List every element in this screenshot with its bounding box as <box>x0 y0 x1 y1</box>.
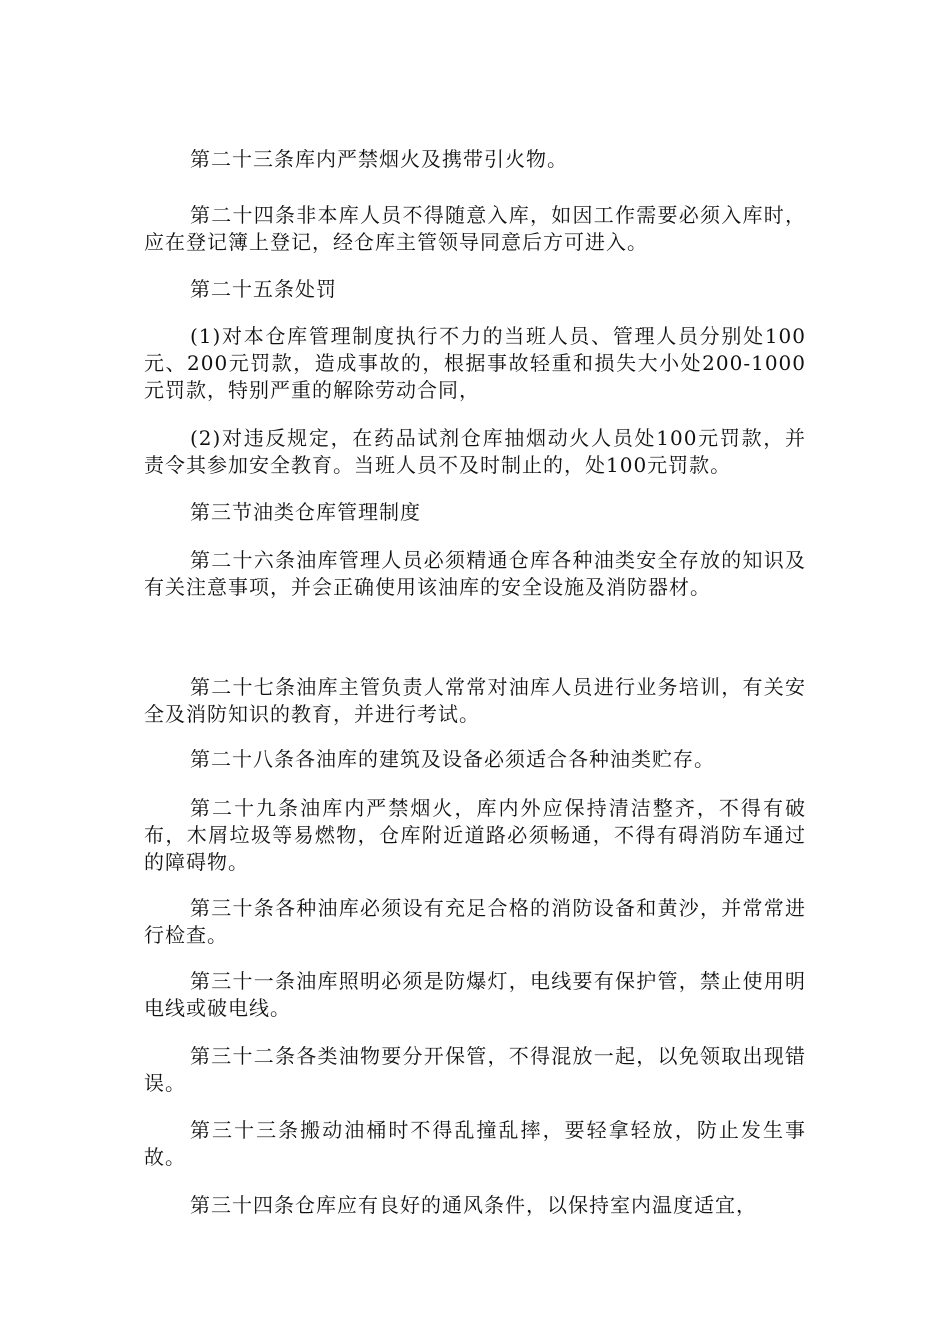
paragraph-article-28: 第二十八条各油库的建筑及设备必须适合各种油类贮存。 <box>190 747 715 771</box>
paragraph-penalty-1: (1)对本仓库管理制度执行不力的当班人员、管理人员分别处100元、200元罚款，造成事故的，根据事故轻重和损失大小处200-1000元罚款，特别严重的解除劳动合同， <box>144 324 806 402</box>
section-heading-oil-warehouse: 第三节油类仓库管理制度 <box>190 500 421 524</box>
paragraph-penalty-2: (2)对违反规定，在药品试剂仓库抽烟动火人员处100元罚款，并责令其参加安全教育。当班人员不及时制止的，处100元罚款。 <box>144 426 806 477</box>
paragraph-article-31: 第三十一条油库照明必须是防爆灯，电线要有保护管，禁止使用明电线或破电线。 <box>144 969 806 1020</box>
paragraph-article-24: 第二十四条非本库人员不得随意入库，如因工作需要必须入库时，应在登记簿上登记，经仓库主管领导同意后方可进入。 <box>144 203 806 254</box>
paragraph-article-27: 第二十七条油库主管负责人常常对油库人员进行业务培训，有关安全及消防知识的教育，并进行考试。 <box>144 675 806 726</box>
paragraph-article-30: 第三十条各种油库必须设有充足合格的消防设备和黄沙，并常常进行检查。 <box>144 896 806 947</box>
paragraph-article-34: 第三十四条仓库应有良好的通风条件，以保持室内温度适宜， <box>190 1193 757 1217</box>
paragraph-article-32: 第三十二条各类油物要分开保管，不得混放一起，以免领取出现错误。 <box>144 1044 806 1095</box>
paragraph-article-29: 第二十九条油库内严禁烟火，库内外应保持清洁整齐，不得有破布，木屑垃圾等易燃物，仓库附近道路必须畅通，不得有碍消防车通过的障碍物。 <box>144 796 806 874</box>
paragraph-article-33: 第三十三条搬动油桶时不得乱撞乱摔，要轻拿轻放，防止发生事故。 <box>144 1118 806 1169</box>
paragraph-article-25: 第二十五条处罚 <box>190 277 337 301</box>
paragraph-article-26: 第二十六条油库管理人员必须精通仓库各种油类安全存放的知识及有关注意事项，并会正确使用该油库的安全设施及消防器材。 <box>144 548 806 599</box>
paragraph-article-23: 第二十三条库内严禁烟火及携带引火物。 <box>190 147 568 171</box>
